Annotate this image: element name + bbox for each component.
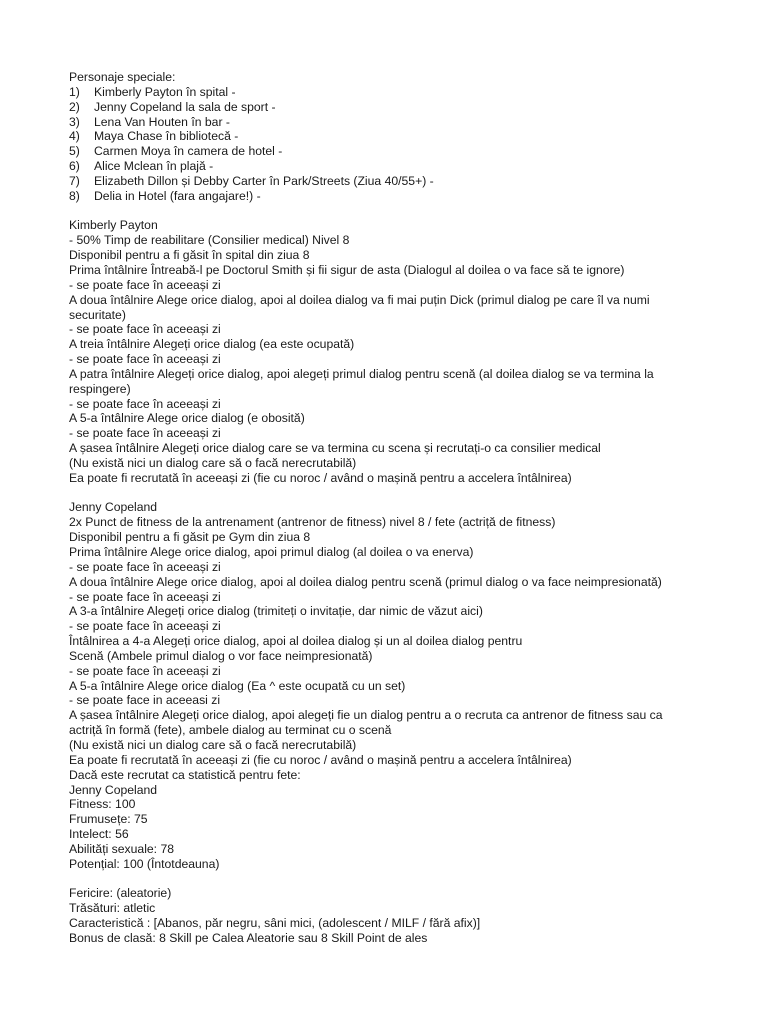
text-line: - se poate face în aceeași zi <box>69 352 221 367</box>
kimberly-section <box>69 218 759 485</box>
text-line: - se poate face în aceeași zi <box>69 619 221 634</box>
text-line: securitate) <box>69 307 126 322</box>
text-line: A șasea întâlnire Alegeți orice dialog, apoi alegeți fie un dialog pentru a o recruta ca antrenor de fitness sau ca <box>69 708 663 723</box>
text-line: - se poate face în aceeași zi <box>69 559 221 574</box>
text-line: - se poate face in aceeasi zi <box>69 693 221 708</box>
list-item <box>69 159 759 174</box>
extra-section <box>69 886 759 945</box>
text-line: - se poate face în aceeași zi <box>69 589 221 604</box>
spacer <box>69 204 759 219</box>
spacer <box>69 486 759 501</box>
list-text: Elizabeth Dillon și Debby Carter în Park/Streets (Ziua 40/55+) - <box>94 173 434 188</box>
stat-sexual-skills: Abilități sexuale: 78 <box>69 841 175 856</box>
list-text: Carmen Moya în camera de hotel - <box>94 144 283 159</box>
text-line: - se poate face în aceeași zi <box>69 396 221 411</box>
list-number: 3) <box>69 114 80 129</box>
text-line: Prima întâlnire Întreabă-l pe Doctorul Smith și fii sigur de asta (Dialogul al doilea o va face să te ignore) <box>69 262 625 277</box>
list-item <box>69 129 759 144</box>
list-item <box>69 115 759 130</box>
stat-intellect: Intelect: 56 <box>69 827 129 842</box>
list-item <box>69 100 759 115</box>
text-line: respingere) <box>69 381 131 396</box>
list-item <box>69 189 759 204</box>
list-item <box>69 144 759 159</box>
list-number: 2) <box>69 99 80 114</box>
document-page <box>69 70 759 946</box>
stats-name: Jenny Copeland <box>69 782 158 797</box>
spacer <box>69 872 759 887</box>
list-item <box>69 85 759 100</box>
text-line: - 50% Timp de reabilitare (Consilier medical) Nivel 8 <box>69 233 350 248</box>
text-line: Bonus de clasă: 8 Skill pe Calea Aleatorie sau 8 Skill Point de ales <box>69 930 428 945</box>
text-line: Fericire: (aleatorie) <box>69 886 172 901</box>
text-line: A șasea întâlnire Alegeți orice dialog care se va termina cu scena și recrutați-o ca consilier medical <box>69 441 601 456</box>
list-text: Lena Van Houten în bar - <box>94 114 230 129</box>
list-number: 6) <box>69 159 80 174</box>
text-line: Ea poate fi recrutată în aceeași zi (fie cu noroc / având o mașină pentru a accelera întâlnirea) <box>69 470 572 485</box>
text-line: Scenă (Ambele primul dialog o vor face neimpresionată) <box>69 648 373 663</box>
text-line: A treia întâlnire Alegeți orice dialog (ea este ocupată) <box>69 337 355 352</box>
list-text: Kimberly Payton în spital - <box>94 84 236 99</box>
text-line: (Nu există nici un dialog care să o facă nerecrutabilă) <box>69 737 357 752</box>
text-line: Ea poate fi recrutată în aceeași zi (fie cu noroc / având o mașină pentru a accelera întâlnirea) <box>69 752 572 767</box>
text-line: A doua întâlnire Alege orice dialog, apoi al doilea dialog va fi mai puțin Dick (primul dialog pe care îl va numi <box>69 292 650 307</box>
stat-fitness: Fitness: 100 <box>69 797 136 812</box>
text-line: Trăsături: atletic <box>69 901 156 916</box>
text-line: A 3-a întâlnire Alegeți orice dialog (trimiteți o invitație, dar nimic de văzut aici) <box>69 604 483 619</box>
text-line: - se poate face în aceeași zi <box>69 277 221 292</box>
text-line: actriță în formă (fete), ambele dialog au terminat cu o scenă <box>69 723 392 738</box>
text-line: Disponibil pentru a fi găsit pe Gym din ziua 8 <box>69 530 311 545</box>
section-title: Jenny Copeland <box>69 500 158 515</box>
text-line: Disponibil pentru a fi găsit în spital din ziua 8 <box>69 248 310 263</box>
text-line: Întâlnirea a 4-a Alegeți orice dialog, apoi al doilea dialog și un al doilea dialog pentru <box>69 634 523 649</box>
text-line: (Nu există nici un dialog care să o facă nerecrutabilă) <box>69 455 357 470</box>
list-number: 8) <box>69 188 80 203</box>
text-line: A doua întâlnire Alege orice dialog, apoi al doilea dialog pentru scenă (primul dialog o va face neimpresionată) <box>69 574 662 589</box>
special-heading: Personaje speciale: <box>69 70 176 84</box>
list-text: Maya Chase în bibliotecă - <box>94 129 239 144</box>
text-line: Caracteristică : [Abanos, păr negru, sâni mici, (adolescent / MILF / fără afix)] <box>69 916 481 931</box>
list-number: 7) <box>69 173 80 188</box>
text-line: Dacă este recrutat ca statistică pentru fete: <box>69 767 301 782</box>
list-text: Delia in Hotel (fara angajare!) - <box>94 188 261 203</box>
text-line: A 5-a întâlnire Alege orice dialog (Ea ^ este ocupată cu un set) <box>69 678 406 693</box>
special-list <box>69 85 759 204</box>
list-number: 5) <box>69 144 80 159</box>
list-number: 4) <box>69 129 80 144</box>
stat-potential: Potențial: 100 (Întotdeauna) <box>69 856 220 871</box>
text-line: A 5-a întâlnire Alege orice dialog (e obosită) <box>69 411 305 426</box>
text-line: - se poate face în aceeași zi <box>69 426 221 441</box>
stat-beauty: Frumusețe: 75 <box>69 812 148 827</box>
text-line: Prima întâlnire Alege orice dialog, apoi primul dialog (al doilea o va enerva) <box>69 545 474 559</box>
list-number: 1) <box>69 84 80 99</box>
jenny-section <box>69 500 759 871</box>
list-text: Jenny Copeland la sala de sport - <box>94 99 276 114</box>
text-line: 2x Punct de fitness de la antrenament (antrenor de fitness) nivel 8 / fete (actriță de fitness) <box>69 515 556 530</box>
list-item <box>69 174 759 189</box>
text-line: - se poate face în aceeași zi <box>69 663 221 678</box>
text-line: A patra întâlnire Alegeți orice dialog, apoi alegeți primul dialog pentru scenă (al doilea dialog se va termina la <box>69 366 654 381</box>
list-text: Alice Mclean în plajă - <box>94 159 214 174</box>
section-title: Kimberly Payton <box>69 218 158 233</box>
text-line: - se poate face în aceeași zi <box>69 322 221 337</box>
